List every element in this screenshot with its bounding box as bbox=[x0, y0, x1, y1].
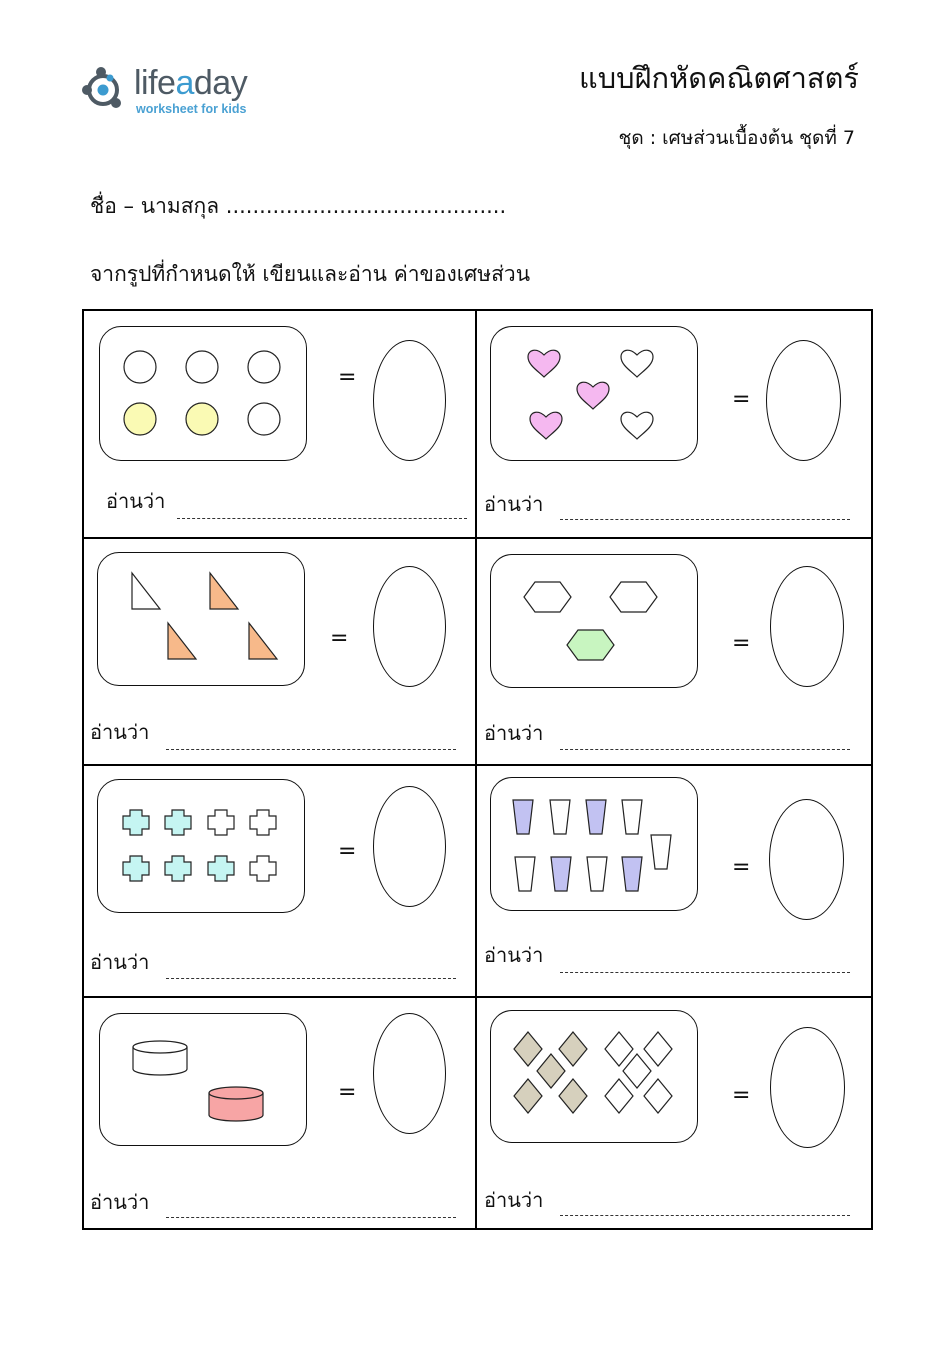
read-as-label: อ่านว่า bbox=[484, 943, 544, 967]
read-as-label: อ่านว่า bbox=[106, 489, 166, 513]
exercise-cell bbox=[82, 996, 475, 1225]
logo-word-main: life bbox=[134, 64, 176, 102]
triangle-icon-shaded bbox=[168, 623, 196, 659]
answer-line[interactable] bbox=[560, 519, 850, 520]
cup-icon bbox=[587, 857, 607, 891]
answer-oval[interactable] bbox=[373, 786, 446, 907]
diamond-icon bbox=[644, 1079, 672, 1113]
triangle-icon-shaded bbox=[210, 573, 238, 609]
equals-sign: = bbox=[732, 1083, 751, 1108]
exercise-cell bbox=[82, 764, 475, 993]
answer-line[interactable] bbox=[560, 749, 850, 750]
logo-tagline: worksheet for kids bbox=[136, 102, 247, 116]
read-as-label: อ่านว่า bbox=[90, 1190, 150, 1214]
cross-icon-shaded bbox=[123, 856, 149, 881]
heart-icon bbox=[621, 350, 653, 377]
diamond-icon bbox=[605, 1032, 633, 1066]
cylinder-icon-shaded bbox=[209, 1087, 263, 1121]
molecule-logo-icon bbox=[82, 64, 132, 116]
diamond-icon bbox=[644, 1032, 672, 1066]
read-as-label: อ่านว่า bbox=[90, 950, 150, 974]
exercise-cell bbox=[476, 996, 869, 1225]
diamond-icon bbox=[623, 1054, 651, 1088]
equals-sign: = bbox=[338, 1080, 357, 1105]
logo-word-end: day bbox=[193, 64, 248, 102]
exercise-cell bbox=[476, 537, 869, 766]
hexagon-set bbox=[491, 555, 699, 689]
heart-set bbox=[491, 327, 699, 462]
heart-icon-shaded bbox=[530, 412, 562, 439]
name-field[interactable]: ชื่อ – นามสกุล .......................................... bbox=[90, 194, 507, 218]
diamond-set bbox=[491, 1011, 699, 1144]
cup-icon bbox=[622, 800, 642, 834]
heart-icon-shaded bbox=[577, 382, 609, 409]
answer-line[interactable] bbox=[166, 978, 456, 979]
cross-icon-shaded bbox=[208, 856, 234, 881]
cross-icon-shaded bbox=[165, 856, 191, 881]
diamond-icon-shaded bbox=[514, 1079, 542, 1113]
answer-oval[interactable] bbox=[769, 799, 844, 920]
equals-sign: = bbox=[732, 387, 751, 412]
read-as-label: อ่านว่า bbox=[484, 1188, 544, 1212]
picture-box bbox=[97, 552, 305, 686]
hexagon-icon bbox=[524, 582, 571, 612]
read-as-label: อ่านว่า bbox=[484, 721, 544, 745]
equals-sign: = bbox=[732, 855, 751, 880]
instruction-text: จากรูปที่กำหนดให้ เขียนและอ่าน ค่าของเศษส่วน bbox=[90, 262, 531, 286]
cup-icon bbox=[515, 857, 535, 891]
picture-box bbox=[99, 326, 307, 461]
read-as-label: อ่านว่า bbox=[90, 720, 150, 744]
picture-box bbox=[490, 777, 698, 911]
cross-icon bbox=[250, 856, 276, 881]
circle-icon-shaded bbox=[124, 403, 156, 435]
answer-oval[interactable] bbox=[770, 1027, 845, 1148]
cylinder-set bbox=[100, 1014, 308, 1147]
heart-icon bbox=[621, 412, 653, 439]
diamond-icon-shaded bbox=[559, 1032, 587, 1066]
answer-line[interactable] bbox=[560, 972, 850, 973]
picture-box bbox=[490, 1010, 698, 1143]
answer-line[interactable] bbox=[166, 749, 456, 750]
cup-icon bbox=[651, 835, 671, 869]
circle-icon bbox=[186, 351, 218, 383]
answer-oval[interactable] bbox=[373, 566, 446, 687]
picture-box bbox=[490, 326, 698, 461]
answer-line[interactable] bbox=[560, 1215, 850, 1216]
worksheet-title: แบบฝึกหัดคณิตศาสตร์ bbox=[579, 61, 859, 95]
cross-set bbox=[98, 780, 306, 914]
cup-icon-shaded bbox=[513, 800, 533, 834]
answer-oval[interactable] bbox=[766, 340, 841, 461]
logo-word-accent: a bbox=[175, 64, 194, 102]
circle-icon bbox=[248, 351, 280, 383]
answer-oval[interactable] bbox=[373, 1013, 446, 1134]
diamond-icon bbox=[605, 1079, 633, 1113]
circle-icon bbox=[124, 351, 156, 383]
answer-oval[interactable] bbox=[373, 340, 446, 461]
cup-icon-shaded bbox=[622, 857, 642, 891]
read-as-label: อ่านว่า bbox=[484, 492, 544, 516]
cup-icon bbox=[550, 800, 570, 834]
triangle-icon-shaded bbox=[249, 623, 277, 659]
cross-icon-shaded bbox=[123, 810, 149, 835]
cup-icon-shaded bbox=[586, 800, 606, 834]
circle-icon bbox=[248, 403, 280, 435]
hexagon-icon bbox=[610, 582, 657, 612]
equals-sign: = bbox=[338, 839, 357, 864]
circle-icon-shaded bbox=[186, 403, 218, 435]
logo bbox=[82, 64, 282, 120]
circle-set bbox=[100, 327, 308, 462]
exercise-cell bbox=[82, 537, 475, 766]
heart-icon-shaded bbox=[528, 350, 560, 377]
cylinder-icon bbox=[133, 1041, 187, 1075]
exercise-grid bbox=[82, 309, 873, 1230]
cup-icon-shaded bbox=[551, 857, 571, 891]
logo-wordmark bbox=[134, 66, 247, 100]
cross-icon-shaded bbox=[165, 810, 191, 835]
picture-box bbox=[99, 1013, 307, 1146]
answer-line[interactable] bbox=[166, 1217, 456, 1218]
worksheet-subtitle: ชุด : เศษส่วนเบื้องต้น ชุดที่ 7 bbox=[618, 127, 855, 149]
cross-icon bbox=[208, 810, 234, 835]
answer-line[interactable] bbox=[177, 518, 467, 519]
picture-box bbox=[97, 779, 305, 913]
diamond-icon-shaded bbox=[537, 1054, 565, 1088]
picture-box bbox=[490, 554, 698, 688]
equals-sign: = bbox=[338, 365, 357, 390]
answer-oval[interactable] bbox=[770, 566, 844, 687]
exercise-cell bbox=[476, 764, 869, 993]
cup-set bbox=[491, 778, 699, 912]
triangle-icon bbox=[132, 573, 160, 609]
equals-sign: = bbox=[732, 631, 751, 656]
hexagon-icon-shaded bbox=[567, 630, 614, 660]
exercise-cell bbox=[82, 309, 475, 538]
exercise-cell bbox=[476, 309, 869, 538]
triangle-set bbox=[98, 553, 306, 687]
cross-icon bbox=[250, 810, 276, 835]
diamond-icon-shaded bbox=[514, 1032, 542, 1066]
diamond-icon-shaded bbox=[559, 1079, 587, 1113]
equals-sign: = bbox=[330, 626, 349, 651]
